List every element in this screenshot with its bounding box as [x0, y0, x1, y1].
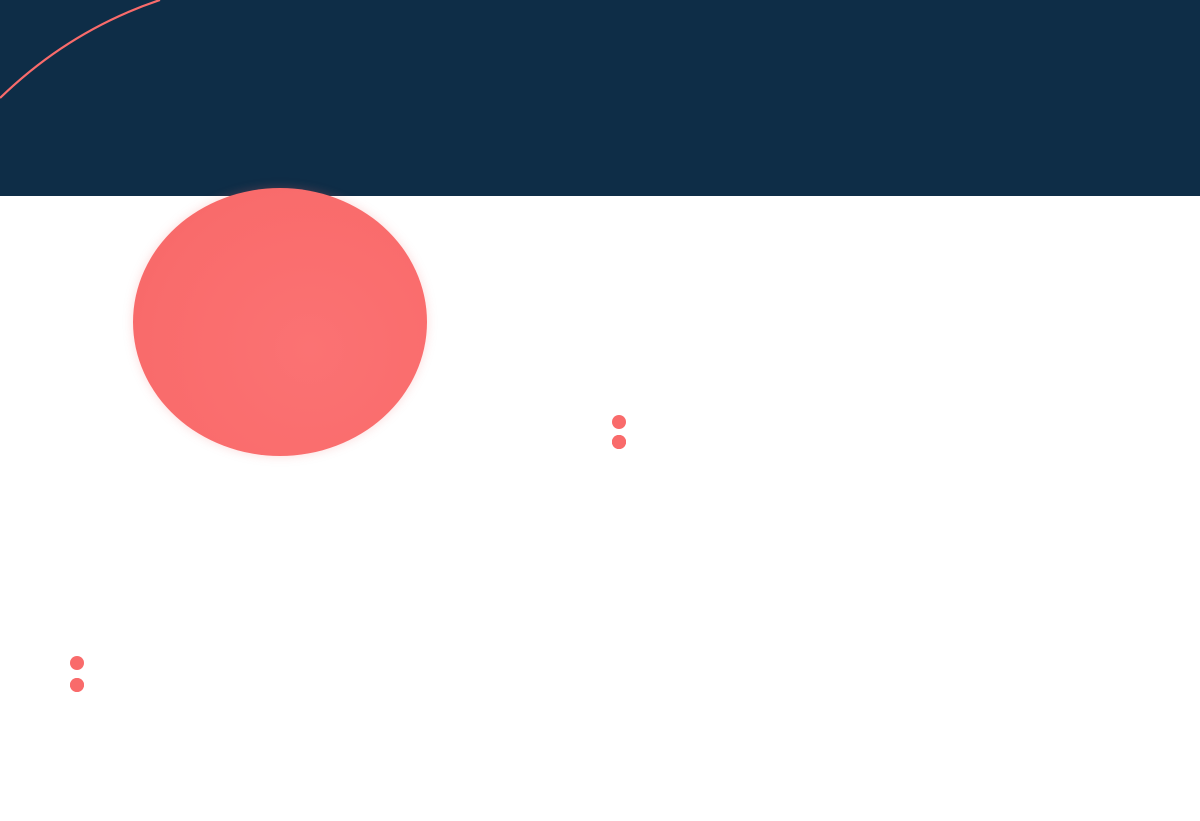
- bullet-dot-icon: [70, 656, 84, 670]
- for-whom-list: [70, 652, 98, 674]
- bullet-dot-icon: [612, 415, 626, 429]
- definition-circle: [133, 188, 427, 456]
- bullet-dot-icon: [70, 678, 84, 692]
- bullet-dot-icon: [612, 435, 626, 449]
- header-banner: [0, 0, 1200, 196]
- colorful-dot-grid: [786, 54, 1200, 134]
- how-it-works-list: [612, 411, 640, 431]
- decorative-dot-pattern: [600, 722, 1200, 821]
- decorative-arc: [0, 0, 200, 110]
